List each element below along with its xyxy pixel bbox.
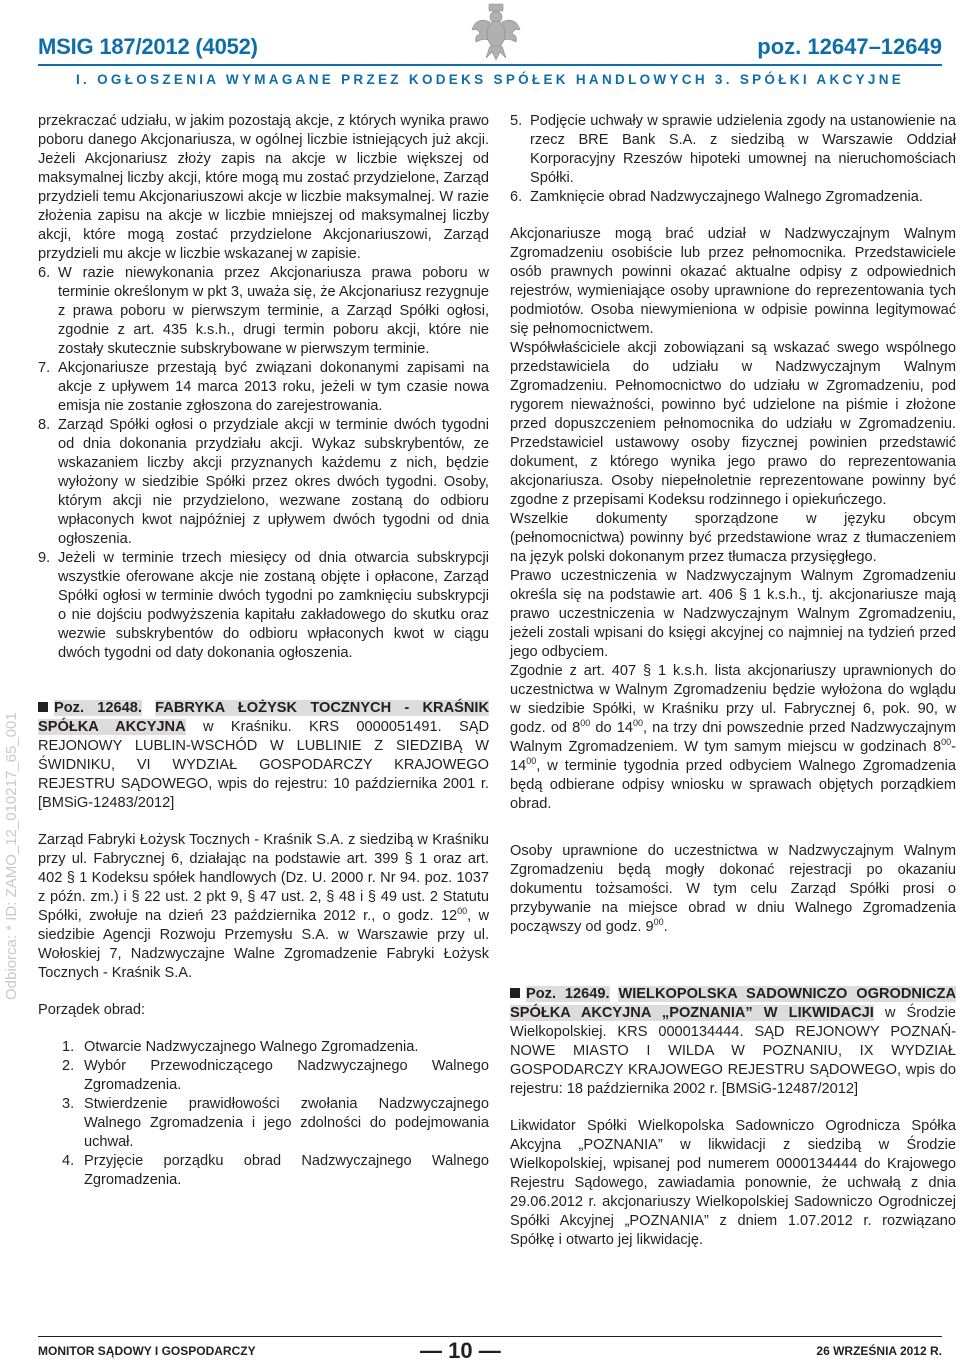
list-item: 8. Zarząd Spółki ogłosi o przydziale akcji w terminie dwóch tygodni od dnia dokonania przydziału akcji. Wykaz subskrybentów, ze wskazaniem liczby akcji przyznanych każdemu z nich, będzie wyłożony w siedzibie Spółki przez okres dwóch tygodni. Osoby, którym akcji nie przydzielono, wezwane zostaną do odbioru wpłaconych kwot najpóźniej z upływem dwóch tygodni od dnia ogłoszenia. xyxy=(38,417,489,547)
notice-12649-heading: Poz. 12649. WIELKOPOLSKA SADOWNICZO OGRODNICZA SPÓŁKA AKCYJNA „POZNANIA” W LIKWIDACJI w Środzie Wielkopolskiej. KRS 0000134444. SĄD REJONOWY POZNAŃ-NOWE MIASTO I WILDA W POZNANIU, IX WYDZIAŁ GOSPODARCZY KRAJOWEGO REJESTRU SĄDOWEGO, wpis do rejestru: 18 października 2002 r. [BMSiG-12487/2012] xyxy=(510,986,957,1097)
coowners-paragraph: Współwłaściciele akcji zobowiązani są wskazać swego wspólnego przedstawiciela do udziału w Nadzwyczajnym Walnym Zgromadzeniu. Pełnomocnictwo do udziału w Zgromadzeniu, pod rygorem nieważności, powinno być udzielone na piśmie i złożone przed dopuszczeniem pełnomocnika do udziału w Zgromadzeniu. Przedstawiciel ustawowy osoby fizycznej powinien przedstawić dokument, z którego wynika jego prawo do reprezentowania akcjonariusza. Osoby niepełnoletnie reprezentowane powinny być zgodne z przepisami Kodeksu rodzinnego i opiekuńczego. xyxy=(510,340,956,508)
positions-range: poz. 12647–12649 xyxy=(757,34,942,59)
notice-bullet-icon xyxy=(510,988,520,998)
publication-date: 26 WRZEŚNIA 2012 R. xyxy=(816,1344,942,1358)
polish-eagle-emblem-icon xyxy=(470,2,522,62)
agenda-item: 1. Otwarcie Nadzwyczajnego Walnego Zgromadzenia. xyxy=(62,1039,419,1055)
watermark-text: Odbiorca: * ID: ZAMO_12_010217_65_001 xyxy=(3,712,20,1000)
issue-number: MSIG 187/2012 (4052) xyxy=(38,34,258,59)
notice-12649-body: Likwidator Spółki Wielkopolska Sadowniczo Ogrodnicza Spółka Akcyjna „POZNANIA” w likwidacji z siedzibą w Środzie Wielkopolskiej, wpisanej pod numerem 0000134444 do Krajowego Rejestru Sądowego, zawiadamia ponownie, że uchwałą z dnia 29.06.2012 r. akcjonariuszy Wielkopolskiej Sadowniczo Ogrodniczej Spółki Akcyjnej „POZNANIA” z dniem 1.07.2012 r. rozwiązano Spółkę i otwarto jej likwidację. xyxy=(510,1118,956,1248)
publication-name: MONITOR SĄDOWY I GOSPODARCZY xyxy=(38,1344,256,1358)
list-item: 7. Akcjonariusze przestają być związani dokonanymi zapisami na akcje z upływem 14 marca 2013 roku, jeżeli w tym czasie nowa emisja nie zostanie zgłoszona do zarejestrowania. xyxy=(38,360,489,414)
notice-bullet-icon xyxy=(38,702,48,712)
page-number: — 10 — xyxy=(420,1338,501,1363)
agenda-list xyxy=(62,1038,489,1190)
side-watermark xyxy=(0,0,30,1368)
list-item: 6. W razie niewykonania przez Akcjonariusza prawa poboru w terminie określonym w pkt 3, uważa się, że Akcjonariusz rezygnuje z prawa poboru w pierwszym terminie, a Zarząd Spółki ogłosi, zgodnie z art. 435 k.s.h., drugi termin poboru akcji, które nie zostały skutecznie subskrybowane w pierwszym terminie. xyxy=(38,265,489,357)
registration-paragraph: Osoby uprawnione do uczestnictwa w Nadzwyczajnym Walnym Zgromadzeniu będą mogły dokonać rejestracji po okazaniu dokumentu tożsamości. W tym celu Zarząd Spółki prosi o przybywanie na miejsce obrad w dniu Walnego Zgromadzenia począwszy od godz. $9^{00}$. xyxy=(510,843,956,935)
notice-12648-heading: Poz. 12648. FABRYKA ŁOŻYSK TOCZNYCH - KRAŚNIK SPÓŁKA AKCYJNA w Kraśniku. KRS 0000051491. SĄD REJONOWY LUBLIN-WSCHÓD W LUBLINIE Z SIEDZIBĄ W ŚWIDNIKU, VI WYDZIAŁ GOSPODARCZY KRAJOWEGO REJESTRU SĄDOWEGO, wpis do rejestru: 10 października 2001 r. [BMSiG-12483/2012] xyxy=(38,700,489,811)
participation-paragraph: Akcjonariusze mogą brać udział w Nadzwyczajnym Walnym Zgromadzeniu osobiście lub przez pełnomocnika. Przedstawiciele osób prawnych powinni okazać aktualne odpisy z odpowiednich rejestrów, wymieniające osoby uprawnione do reprezentowania tych podmiotów. Osoba niewymieniona w odpisie powinna legitymować się pełnomocnictwem. xyxy=(510,226,956,337)
intro-paragraph: przekraczać udziału, w jakim pozostają akcje, z których wynika prawo poboru danego Akcjonariusza, w ogólnej liczbie istniejących już akcji. Jeżeli Akcjonariusz złoży zapis na akcje w liczbie większej od maksymalnej liczby akcji, które mogą mu zostać przydzielone, Zarząd przydzieli temu Akcjonariuszowi akcje w liczbie maksymalnej. W razie złożenia zapisu na akcje w liczbie mniejszej od maksymalnej liczby akcji, które mogą zostać przydzielone Akcjonariuszowi, Zarząd przydzieli mu akcje w liczbie wskazanej w zapisie. xyxy=(38,113,489,262)
footer-rule xyxy=(38,1336,942,1337)
agenda-item: 6. Zamknięcie obrad Nadzwyczajnego Walnego Zgromadzenia. xyxy=(510,189,923,205)
shareholder-list-paragraph: Zgodnie z art. 407 § 1 k.s.h. lista akcjonariuszy uprawnionych do uczestnictwa w Walnym Zgromadzeniu będzie wyłożona do wglądu w siedzibie Spółki, w Kraśniku przy ul. Fabrycznej 6, pok. 90, w godz. od $8^{00}$ do $14^{00}$, na trzy dni powszednie przed Nadzwyczajnym Walnym Zgromadzeniem. W tym samym miejscu w godzinach $8^{00}-14^{00}$, w terminie tygodnia przed odbyciem Walnego Zgromadzenia będą odbierane odpisy wniosku w sprawach objętych porządkiem obrad. xyxy=(510,663,956,812)
header-rule xyxy=(38,64,942,66)
agenda-item: 2. Wybór Przewodniczącego Nadzwyczajnego Walnego Zgromadzenia. xyxy=(62,1058,489,1093)
right-column xyxy=(510,112,956,1250)
left-column xyxy=(38,112,489,1190)
documents-paragraph: Wszelkie dokumenty sporządzone w języku obcym (pełnomocnictwa) powinny być przedstawione wraz z tłumaczeniem na język polski dokonanym przez tłumacza przysięgłego. xyxy=(510,511,956,565)
notice-12648-body: Zarząd Fabryki Łożysk Tocznych - Kraśnik S.A. z siedzibą w Kraśniku przy ul. Fabrycznej 6, działając na podstawie art. 399 § 1 oraz art. 402 § 1 Kodeksu spółek handlowych (Dz. U. 2000 r. Nr 94. poz. 1037 z późn. zm.) i § 22 ust. 2 pkt 9, § 47 ust. 2, § 48 i § 49 ust. 2 Statutu Spółki, zwołuje na dzień 23 października 2012 r., o godz. $12^{00}$, w siedzibie Agencji Rozwoju Przemysłu S.A. w Warszawie przy ul. Wołoskiej 7, Nadzwyczajne Walne Zgromadzenie Fabryki Łożysk Tocznych - Kraśnik S.A. xyxy=(38,832,490,981)
agenda-title: Porządek obrad: xyxy=(38,1002,146,1018)
agenda-item: 3. Stwierdzenie prawidłowości zwołania Nadzwyczajnego Walnego Zgromadzenia i jego zdolności do podejmowania uchwał. xyxy=(62,1096,489,1150)
right-to-participate-paragraph: Prawo uczestniczenia w Nadzwyczajnym Walnym Zgromadzeniu określa się na podstawie art. 406 § 1 k.s.h., tj. akcjonariusze mają prawo uczestniczenia w Nadzwyczajnym Walnym Zgromadzeniu, jeżeli zostali wpisani do księgi akcyjnej co najmniej na tydzień przed jego odbyciem. xyxy=(510,568,956,660)
section-title: I. OGŁOSZENIA WYMAGANE PRZEZ KODEKS SPÓŁEK HANDLOWYCH 3. SPÓŁKI AKCYJNE xyxy=(75,72,905,87)
agenda-item: 4. Przyjęcie porządku obrad Nadzwyczajnego Walnego Zgromadzenia. xyxy=(62,1153,489,1188)
agenda-item: 5. Podjęcie uchwały w sprawie udzielenia zgody na ustanowienie na rzecz BRE Bank S.A. z siedzibą w Warszawie Oddział Korporacyjny Rzeszów hipoteki umownej na nieruchomościach Spółki. xyxy=(510,113,956,186)
list-item: 9. Jeżeli w terminie trzech miesięcy od dnia otwarcia subskrypcji wszystkie oferowane akcje nie zostaną objęte i opłacone, Zarząd Spółki ogłosi w terminie dwóch tygodni po zamknięciu subskrypcji o nie dojściu podwyższenia kapitału zakładowego do skutku oraz wezwie subskrybentów do odbioru wpłaconych kwot w ciągu dwóch tygodni od daty dokonania ogłoszenia. xyxy=(38,550,489,661)
